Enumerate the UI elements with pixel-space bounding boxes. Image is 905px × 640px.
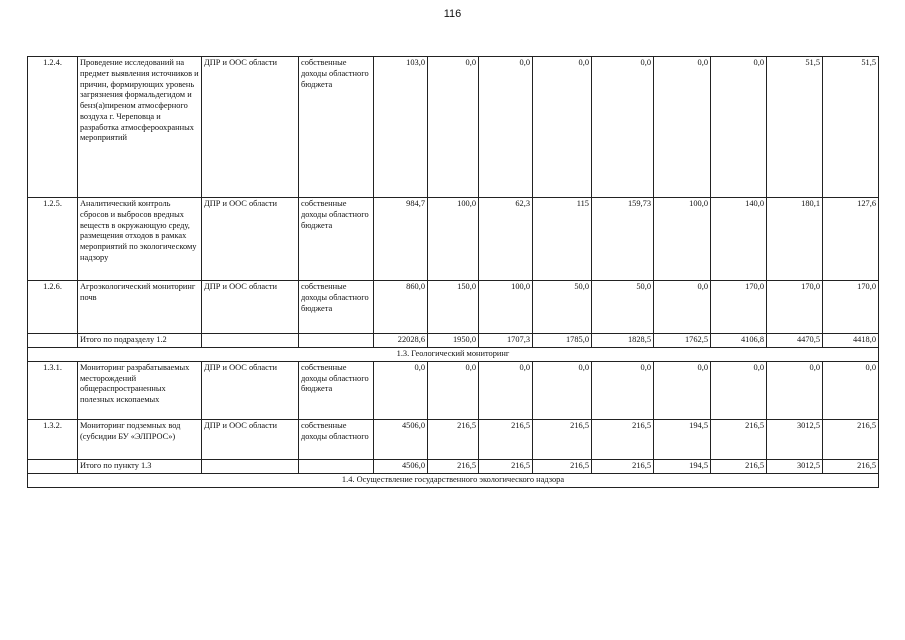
- value-cell: 103,0: [374, 57, 428, 198]
- value-cell: 1785,0: [533, 334, 592, 348]
- row-description: Мониторинг подземных вод (субсидии БУ «ЭЛПРОС»): [78, 419, 202, 459]
- value-cell: 1762,5: [654, 334, 711, 348]
- value-cell: 0,0: [428, 361, 479, 419]
- value-cell: 1707,3: [479, 334, 533, 348]
- value-cell: 216,5: [428, 419, 479, 459]
- subtotal-label: Итого по подразделу 1.2: [78, 334, 202, 348]
- value-cell: 0,0: [592, 57, 654, 198]
- value-cell: 50,0: [592, 281, 654, 334]
- value-cell: 0,0: [428, 57, 479, 198]
- value-cell: 22028,6: [374, 334, 428, 348]
- section-row: [28, 348, 879, 362]
- value-cell: 0,0: [533, 57, 592, 198]
- value-cell: 159,73: [592, 198, 654, 281]
- value-cell: 180,1: [767, 198, 823, 281]
- value-cell: 216,5: [533, 459, 592, 473]
- row-description: Мониторинг разрабатываемых месторождений общераспространенных полезных ископаемых: [78, 361, 202, 419]
- value-cell: 4106,8: [711, 334, 767, 348]
- value-cell: 4506,0: [374, 459, 428, 473]
- table-row: [28, 361, 879, 419]
- value-cell: 0,0: [374, 361, 428, 419]
- page-number: 116: [443, 8, 462, 20]
- value-cell: 170,0: [823, 281, 879, 334]
- row-code: 1.2.5.: [28, 198, 78, 281]
- row-description: Агроэкологический мониторинг почв: [78, 281, 202, 334]
- value-cell: 0,0: [767, 361, 823, 419]
- value-cell: 170,0: [767, 281, 823, 334]
- row-executor: ДПР и ООС области: [202, 419, 299, 459]
- row-source: собственные доходы областного бюджета: [299, 361, 374, 419]
- table-row: [28, 419, 879, 459]
- section-heading: 1.4. Осуществление государственного экологического надзора: [28, 473, 879, 487]
- value-cell: 3012,5: [767, 419, 823, 459]
- value-cell: 984,7: [374, 198, 428, 281]
- value-cell: 170,0: [711, 281, 767, 334]
- value-cell: 100,0: [654, 198, 711, 281]
- row-source: собственные доходы областного бюджета: [299, 281, 374, 334]
- value-cell: 216,5: [823, 419, 879, 459]
- value-cell: 216,5: [428, 459, 479, 473]
- row-description: Аналитический контроль сбросов и выбросов вредных веществ в окружающую среду, размещения отходов в рамках мероприятий по экологическому надзору: [78, 198, 202, 281]
- subtotal-row: [28, 334, 879, 348]
- value-cell: 0,0: [533, 361, 592, 419]
- value-cell: 127,6: [823, 198, 879, 281]
- value-cell: 62,3: [479, 198, 533, 281]
- value-cell: 50,0: [533, 281, 592, 334]
- table-row: [28, 57, 879, 198]
- row-executor: ДПР и ООС области: [202, 361, 299, 419]
- value-cell: 860,0: [374, 281, 428, 334]
- value-cell: 4470,5: [767, 334, 823, 348]
- row-code: 1.2.4.: [28, 57, 78, 198]
- value-cell: 140,0: [711, 198, 767, 281]
- subtotal-label: Итого по пункту 1.3: [78, 459, 202, 473]
- row-source: собственные доходы областного бюджета: [299, 57, 374, 198]
- value-cell: 4506,0: [374, 419, 428, 459]
- section-row: [28, 473, 879, 487]
- value-cell: 0,0: [654, 281, 711, 334]
- value-cell: 1828,5: [592, 334, 654, 348]
- value-cell: 100,0: [479, 281, 533, 334]
- value-cell: 0,0: [654, 57, 711, 198]
- value-cell: 0,0: [823, 361, 879, 419]
- value-cell: 100,0: [428, 198, 479, 281]
- value-cell: 0,0: [479, 361, 533, 419]
- value-cell: 0,0: [654, 361, 711, 419]
- value-cell: 194,5: [654, 459, 711, 473]
- row-executor: ДПР и ООС области: [202, 281, 299, 334]
- value-cell: 0,0: [711, 57, 767, 198]
- value-cell: 216,5: [711, 419, 767, 459]
- row-executor: ДПР и ООС области: [202, 57, 299, 198]
- value-cell: 216,5: [823, 459, 879, 473]
- table-row: [28, 198, 879, 281]
- value-cell: 150,0: [428, 281, 479, 334]
- value-cell: 1950,0: [428, 334, 479, 348]
- value-cell: 216,5: [479, 419, 533, 459]
- value-cell: 216,5: [592, 419, 654, 459]
- table-row: [28, 281, 879, 334]
- value-cell: 51,5: [823, 57, 879, 198]
- row-code: 1.3.1.: [28, 361, 78, 419]
- value-cell: 4418,0: [823, 334, 879, 348]
- row-code: 1.3.2.: [28, 419, 78, 459]
- value-cell: 216,5: [711, 459, 767, 473]
- budget-table: [27, 56, 879, 488]
- value-cell: 0,0: [479, 57, 533, 198]
- value-cell: 216,5: [592, 459, 654, 473]
- value-cell: 0,0: [592, 361, 654, 419]
- subtotal-row: [28, 459, 879, 473]
- row-code: 1.2.6.: [28, 281, 78, 334]
- row-description: Проведение исследований на предмет выявления источников и причин, формирующих уровень загрязнения формальдегидом и бенз(а)пиреном атмосферного воздуха г. Череповца и разработка атмосфероохранных мероприятий: [78, 57, 202, 198]
- value-cell: 0,0: [711, 361, 767, 419]
- row-executor: ДПР и ООС области: [202, 198, 299, 281]
- value-cell: 216,5: [479, 459, 533, 473]
- section-heading: 1.3. Геологический мониторинг: [28, 348, 879, 362]
- value-cell: 216,5: [533, 419, 592, 459]
- value-cell: 3012,5: [767, 459, 823, 473]
- value-cell: 194,5: [654, 419, 711, 459]
- value-cell: 115: [533, 198, 592, 281]
- row-source: собственные доходы областного бюджета: [299, 198, 374, 281]
- value-cell: 51,5: [767, 57, 823, 198]
- row-source: собственные доходы областного: [299, 419, 374, 459]
